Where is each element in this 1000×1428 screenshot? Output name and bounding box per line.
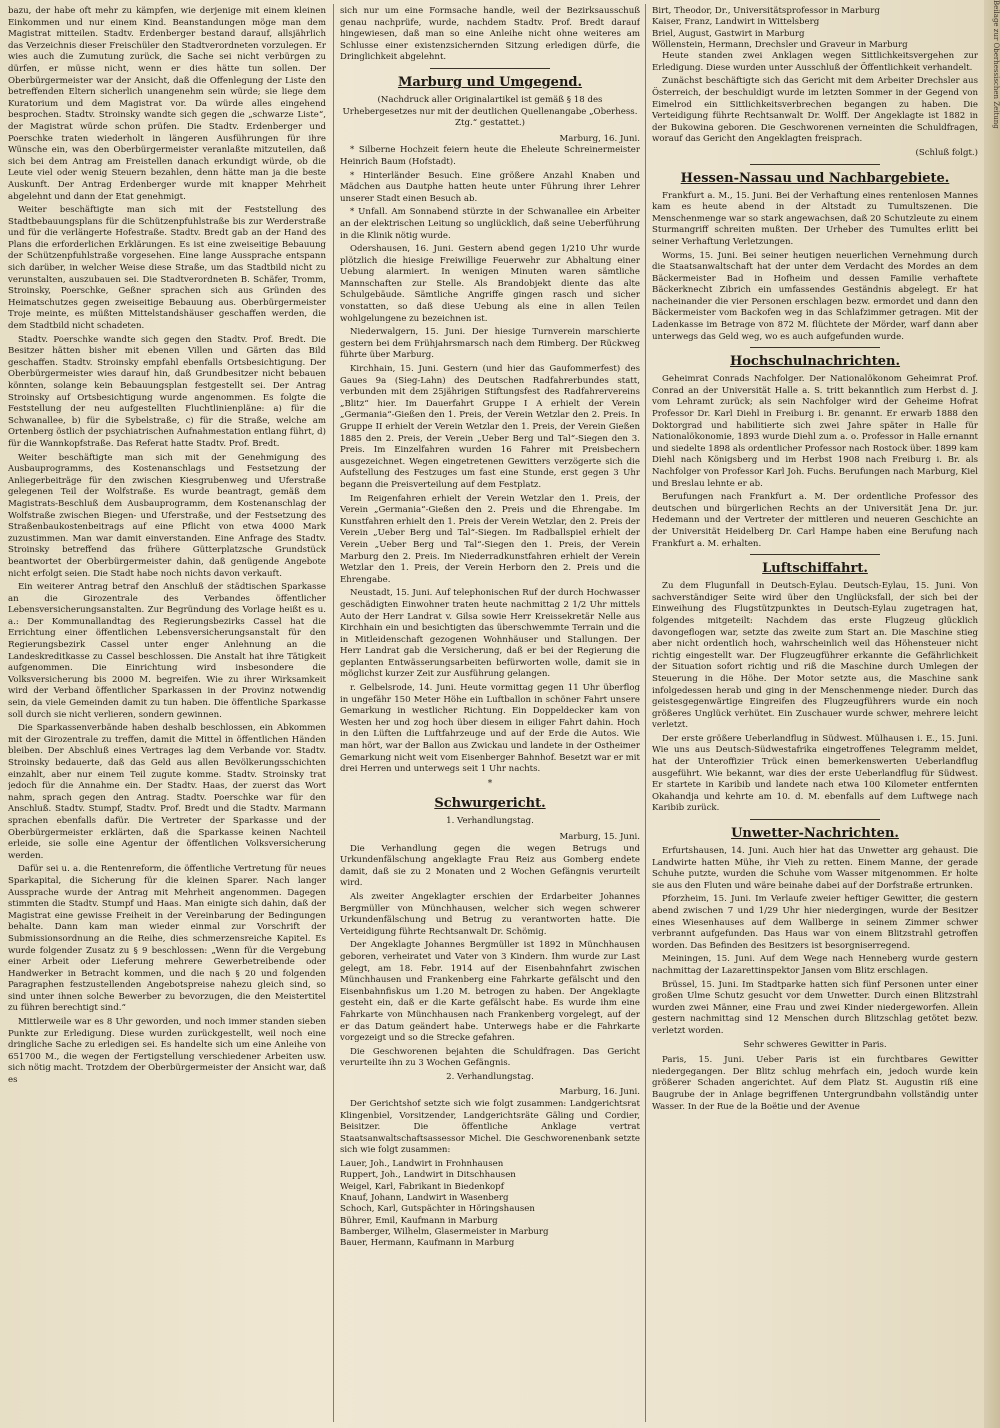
article-paragraph: Mittlerweile war es 8 Uhr geworden, und noch immer standen sieben Punkte zur Erledigung. Diese wurden zurückgestellt, weil noch eine dringliche Sache zu erledigen sei. Es handelte sich um eine Anleihe von 651700 M., die wegen der Fertigstellung verschiedener Arbeiten usw. sich nötig macht. Trotzdem der Oberbürgermeister der Ansicht war, daß es — [8, 1017, 326, 1086]
article-paragraph: Die Sparkassenverbände haben deshalb beschlossen, ein Abkommen mit der Girozentrale zu treffen, damit die Mittel in öffentlichen Händen bleiben. Der Abschluß eines Vertrages lag dem Verbande vor. Stadtv. Stroinsky bedauerte, daß das Geld aus allen Bevölkerungsschichten einzahlt, aber nur einem Teil zugute komme. Stadtv. Stroinsky trat jedoch für die Annahme ein. Der Stadtv. Haas, der zuerst das Wort nahm, sprach gegen den Antrag. Stadtv. Poerschke war für den Anschluß. Stadtv. Stumpf, Stadtv. Prof. Bredt und die Stadtv. Marmann sprachen ebenfalls dafür. Die Vertreter der Sparkasse und der Oberbürgermeister erklärten, daß die Sparkasse keinen Nachteil erleide, sie solle eine Agentur der öffentlichen Volksversicherung werden. — [8, 723, 326, 861]
section-divider — [430, 68, 550, 69]
news-item: * Hinterländer Besuch. Eine größere Anzahl Knaben und Mädchen aus Dautphe hatten heute unter Führung ihrer Lehrer unserer Stadt einen Besuch ab. — [340, 170, 640, 204]
column-divider — [645, 4, 646, 1422]
news-item: Zu dem Flugunfall in Deutsch-Eylau. Deutsch-Eylau, 15. Juni. Von sachverständiger Seite wird über den Unglücksfall, der sich bei der Einweihung des Flugstützpunktes in Deutsch-Eylau zugetragen hat, folgendes mitgeteilt: Nachdem das erste Flugzeug glücklich davongeflogen war, setzte das zweite zum Start an. Die Maschine stieg aber nicht ordentlich hoch, wahrscheinlich weil das Höhensteuer nicht richtig eingestellt war. Der Flugzeugführer erkannte die Gefährlichkeit der Situation sofort richtig und riß die Maschine durch Umlegen der Steuerung in die Höhe. Der Motor setzte aus, die Maschine sank infolgedessen herab und ging in der Menschenmenge nieder. Durch das geistesgegenwärtige Eingreifen des Flugzeugführers wurde ein noch größeres Unglück verhütet. Ein Zuschauer wurde schwer, mehrere leicht verletzt. — [652, 581, 978, 731]
article-paragraph: bazu, der habe oft mehr zu kämpfen, wie derjenige mit einem kleinen Einkommen und nur einem Kind. Beanstandungen möge man dem Magistrat mitteilen. Stadtv. Erdenberger bestand darauf, allsjährlich das Verzeichnis dieser Freischüler den Stadtverordneten vorzulegen. Er wies auch die Zumutung zurück, die Sache sei nicht verbürgen zu dürfen, er müsse nicht, wenn er dies hätte tun sollen. Der Oberbürgermeister war der Ansicht, daß die Offenlegung der Liste den betreffenden Eltern sicherlich unangenehm sein würde; sie liege dem Kuratorium und dem Magistrat vor. Da würde alles eingehend besprochen. Stadtv. Stroinsky wandte sich gegen die „schwarze Liste“, der Magistrat würde schon prüfen. Die Stadtv. Erdenberger und Poerschke traten wiederholt in längeren Ausführungen für ihre Wünsche ein, was den Oberbürgermeister veranlaßte mitzuteilen, daß sich bei dem Antrag am Freistellen danach erkundigt würde, ob die Leute viel oder wenig Steuern bezahlen, denn hätte man ja die beste Auskunft. Der Antrag Erdenberger wurde mit knapper Mehrheit abgelehnt und dann der Etat genehmigt. — [8, 6, 326, 202]
juror-entry: Bamberger, Wilhelm, Glasermeister in Marburg — [340, 1226, 549, 1237]
news-item: Meiningen, 15. Juni. Auf dem Wege nach Henneberg wurde gestern nachmittag der Lazarettinspektor Jansen vom Blitz erschlagen. — [652, 954, 978, 976]
court-paragraph: Die Verhandlung gegen die wegen Betrugs und Urkundenfälschung angeklagte Frau Reiz aus Gomberg endete damit, daß sie zu 2 Monaten und 2 Wochen Gefängnis verurteilt wird. — [340, 843, 640, 889]
article-paragraph: Weiter beschäftigte man sich mit der Genehmigung des Ausbauprogramms, des Kostenanschlags und Festsetzung der Anliegerbeiträge für den zwischen Kiesgrubenweg und Uferstraße gelegenen Teil der Wolfstraße. Es wurde beantragt, gemäß dem Magistrats-Beschluß dem Ausbauprogramm, dem Kostenanschlag der Wolfstraße zwischen Biegen- und Uferstraße, und der Festsetzung des Straßenbaukostenbeitrags auf eine Pflicht von etwa 4000 Mark zuzustimmen. Man war damit einverstanden. Eine Anfrage des Stadtv. Stroinsky betreffend das frühere Gütterplatzsche Grundstück beantwortet der Oberbürgermeister dahin, daß genügende Angebote nicht erfolgt seien. Die Stadt habe noch nichts davon verkauft. — [8, 452, 326, 579]
court-paragraph: Der Gerichtshof setzte sich wie folgt zusammen: Landgerichtsrat Klingenbiel, Vorsitzender, Landgerichtsräte Gäling und Cordier, Beisitzer. Die öffentliche Anklage vertrat Staatsanwaltschaftsassessor Michel. Die Geschworenenbank setzte sich wie folgt zusammen: — [340, 1099, 640, 1156]
column-2 — [340, 6, 640, 1422]
news-item: * Silberne Hochzeit feiern heute die Eheleute Schreinermeister Heinrich Baum (Hofstadt). — [340, 145, 640, 167]
news-item: Paris, 15. Juni. Ueber Paris ist ein furchtbares Gewitter niedergegangen. Der Blitz schlug mehrfach ein, jedoch wurde kein größerer Schaden angerichtet. Auf dem Platz St. Augustin riß eine Baugrube der in Anlage begriffenen Untergrundbahn vollständig unter Wasser. In der Rue de la Boëtie und der Avenue — [652, 1055, 978, 1112]
separator-star: * — [487, 778, 493, 789]
juror-entry: Briel, August, Gastwirt in Marburg — [652, 28, 805, 39]
news-item: Berufungen nach Frankfurt a. M. Der ordentliche Professor des deutschen und bürgerlichen Rechts an der Universität Jena Dr. jur. Hedemann und der Vertreter der mittleren und neueren Geschichte an der Universität Heidelberg Dr. Carl Hampe haben eine Berufung nach Frankfurt a. M. erhalten. — [652, 492, 978, 549]
news-item: Frankfurt a. M., 15. Juni. Bei der Verhaftung eines rentenlosen Mannes kam es heute abend in der Altstadt zu Tumultszenen. Die Menschenmenge war so stark angewachsen, daß 20 Schutzleute zu einem Sturmangriff schreiten mußten. Der Urheber des Tumultes erlitt bei seiner Verhaftung Verletzungen. — [652, 190, 978, 247]
edge-text: Beilage zur Oberhessischen Zeitung — [992, 0, 1000, 129]
column-3 — [652, 6, 978, 1422]
article-paragraph: Ein weiterer Antrag betraf den Anschluß der städtischen Sparkasse an die Girozentrale des Verbandes öffentlicher Lebensversicherungsanstalten. Zur Begründung des Vorlage heißt es u. a.: Der Kommunallandtag des Regierungsbezirks Cassel hat die Errichtung einer öffentlichen Lebensversicherungsanstalt für den Regierungsbezirk Cassel unter enger Anlehnung an die Landeskreditkasse zu Cassel beschlossen. Die Anstalt hat ihre Tätigkeit aufgenommen. Die Einrichtung wird insbesondere die Volksversicherung bis 2000 M. begreifen. Wie zu ihrer Wirksamkeit wird der Verband öffentlicher Sparkassen in der Provinz notwendig sein, da viele Gemeinden damit zu tun haben. Die öffentliche Sparkasse soll durch sie nicht verlieren, sondern gewinnen. — [8, 582, 326, 720]
section-heading-hochschul: Hochschulnachrichten. — [729, 354, 901, 370]
news-item: r. Gelbelsrode, 14. Juni. Heute vormittag gegen 11 Uhr überflog in ungefähr 150 Meter Höhe ein Luftballon in schöner Fahrt unsere Gemarkung in westlicher Richtung. Ein Doppeldecker kam von Westen her und zog hoch über diesem in eiliger Fahrt dahin. Hoch in den Lüften die Luftfahrzeuge und auf der Erde die Autos. Wie man hört, war der Ballon aus Zwickau und landete in der Ostheimer Gemarkung nicht weit vom Eisenberger Bahnhof. Besetzt war er mit drei Herren und unterwegs seit 1 Uhr nachts. — [340, 683, 640, 775]
juror-entry: Knauf, Johann, Landwirt in Wasenberg — [340, 1192, 509, 1203]
court-paragraph: Der Angeklagte Johannes Bergmüller ist 1892 in Münchhausen geboren, verheiratet und Vater von 3 Kindern. Ihm wurde zur Last gelegt, am 18. Febr. 1914 auf der Eisenbahnfahrt zwischen Münchhausen und Frankenberg eine Fahrkarte gefälscht und den Eisenbahnfiskus um 1.20 M. betrogen zu haben. Der Angeklagte gesteht ein, daß er die Karte gefälscht habe. Es wurde ihm eine Fahrkarte von Münchhausen nach Frankenberg vorgelegt, auf der er das Datum geändert habe. Unterwegs habe er die Fahrkarte vorgezeigt und so die Strecke gefahren. — [340, 940, 640, 1044]
column-1 — [8, 6, 326, 1422]
news-item: * Unfall. Am Sonnabend stürzte in der Schwanallee ein Arbeiter an der elektrischen Leitung so unglücklich, daß seine Ueberführung in die Klinik nötig wurde. — [340, 207, 640, 241]
reprint-note: (Nachdruck aller Originalartikel ist gemäß § 18 des Urhebergesetzes nur mit der deutlichen Quellenangabe „Oberhess. Ztg.“ gestattet.) — [342, 94, 638, 129]
section-heading-hessen: Hessen-Nassau und Nachbargebiete. — [680, 170, 950, 186]
dateline: Marburg, 15. Juni. — [559, 832, 640, 842]
section-divider — [750, 819, 880, 820]
juror-entry: Wöllenstein, Hermann, Drechsler und Graveur in Marburg — [652, 39, 908, 50]
dateline: Marburg, 16. Juni. — [559, 133, 640, 144]
news-item: Niederwalgern, 15. Juni. Der hiesige Turnverein marschierte gestern bei dem Frühjahrsmarsch nach dem Rimberg. Der Rückweg führte über Marburg. — [340, 327, 640, 361]
juror-entry: Bührer, Emil, Kaufmann in Marburg — [340, 1215, 498, 1226]
dateline: Marburg, 16. Juni. — [559, 1087, 640, 1098]
juror-entry: Birt, Theodor, Dr., Universitätsprofessor in Marburg — [652, 6, 880, 16]
section-heading-unwetter: Unwetter-Nachrichten. — [731, 826, 899, 842]
court-paragraph: Heute standen zwei Anklagen wegen Sittlichkeitsvergehen zur Erledigung. Diese wurden unter Ausschluß der Öffentlichkeit verhandelt. — [652, 51, 978, 73]
subheading: Sehr schweres Gewitter in Paris. — [743, 1039, 887, 1050]
section-heading-luft: Luftschiffahrt. — [762, 561, 868, 577]
news-item: Kirchhain, 15. Juni. Gestern (und hier das Gaufommerfest) des Gaues 9a (Sieg-Lahn) des Deutschen Radfahrerbundes statt, verbunden mit dem 25jährigen Stiftungsfest des Radfahrervereins „Blitz“ hier. Im Dauerfahrt Gruppe I A erhielt der Verein „Germania“-Gießen den 1. Preis, der Verein Wetzlar den 2. Preis. In Gruppe II erhielt der Verein Wetzlar den 1. Preis, der Verein Gießen 1885 den 2. Preis, der Verein „Ueber Berg und Tal“-Siegen den 3. Preis. Im Einzelfahren wurden 16 Fahrer mit Preisbechern ausgezeichnet. Wegen eingetretenen Gewitters verzögerte sich die Aufstellung des Festzuges um fast eine Stunde, erst gegen 3 Uhr begann die Preisverteilung auf dem Festplatz. — [340, 364, 640, 490]
section-divider — [750, 554, 880, 555]
juror-entry: Bauer, Hermann, Kaufmann in Marburg — [340, 1238, 515, 1249]
article-paragraph: sich nur um eine Formsache handle, weil der Bezirksausschuß genau nachprüfe, wurde, nachdem Stadtv. Prof. Bredt darauf hingewiesen, daß man so eine Anleihe nicht ohne weiteres am Schlusse einer existenzsichernden Sitzung erledigen dürfe, die Dringlichkeit abgelehnt. — [340, 6, 640, 63]
column-divider — [333, 4, 334, 1422]
court-paragraph: Die Geschworenen bejahten die Schuldfragen. Das Gericht verurteilte ihn zu 3 Wochen Gefängnis. — [340, 1046, 640, 1069]
continued-note: (Schluß folgt.) — [915, 147, 978, 158]
section-divider — [750, 347, 880, 348]
juror-entry: Kaiser, Franz, Landwirt in Wittelsberg — [652, 17, 820, 28]
adjacent-page-edge — [984, 0, 1000, 1428]
section-heading-umgegend: Marburg und Umgegend. — [397, 74, 583, 90]
news-item: Neustadt, 15. Juni. Auf telephonischen Ruf der durch Hochwasser geschädigten Einwohner traten heute nachmittag 2 1/2 Uhr mittels Auto der Herr Landrat v. Gilsa sowie Herr Kreissekretär Nelle aus Kirchhain ein und besichtigten das überschwemmte Terrain und die in Mitleidenschaft gezogenen Wohnhäuser und Stallungen. Der Herr Landrat gab die Versicherung, daß er bei der Regierung die geplanten Entwässerungsarbeiten befürworten wolle, damit sie in möglichst kurzer Zeit zur Ausführung gelangen. — [340, 588, 640, 680]
news-item: Im Reigenfahren erhielt der Verein Wetzlar den 1. Preis, der Verein „Germania“-Gießen den 2. Preis und die Ehrengabe. Im Kunstfahren erhielt den 1. Preis der Verein Wetzlar, den 2. Preis der Verein „Ueber Berg und Tal“-Siegen. Im Radballspiel erhielt der Verein „Ueber Berg und Tal“-Siegen den 1. Preis, der Verein Marburg den 2. Preis. Im Niederradkunstfahren erhielt der Verein Wetzlar den 1. Preis, der Verein Herborn den 2. Preis und die Ehrengabe. — [340, 493, 640, 585]
news-item: Odershausen, 16. Juni. Gestern abend gegen 1/210 Uhr wurde plötzlich die hiesige Freiwillige Feuerwehr zur Abhaltung einer Uebung alarmiert. In wenigen Minuten waren sämtliche Mannschaften zur Stelle. Als Brandobjekt diente das alte Schulgebäude. Sämtliche Angriffe gingen rasch und sicher vonstatten, so daß diese Uebung als eine in allen Teilen wohlgelungene zu bezeichnen ist. — [340, 244, 640, 324]
section-heading-court: Schwurgericht. — [434, 796, 546, 812]
juror-entry: Lauer, Joh., Landwirt in Frohnhausen — [340, 1159, 504, 1170]
juror-entry: Ruppert, Joh., Landwirt in Ditschhausen — [340, 1170, 516, 1181]
court-paragraph: Als zweiter Angeklagter erschien der Erdarbeiter Johannes Bergmüller von Münchhausen, welcher sich wegen schwerer Urkundenfälschung und Betrug zu verantworten hatte. Die Verteidigung führte Rechtsanwalt Dr. Schömig. — [340, 891, 640, 937]
news-item: Pforzheim, 15. Juni. Im Verlaufe zweier heftiger Gewitter, die gestern abend zwischen 7 und 1/29 Uhr hier niedergingen, wurde der Besitzer eines Wiesenhauses auf dem Wallberge in seinem Zimmer schwer verbrannt aufgefunden. Das Haus war von einem Blitzstrahl getroffen worden. Das Befinden des Besitzers ist besorgniserregend. — [652, 894, 978, 951]
juror-entry: Weigel, Karl, Fabrikant in Biedenkopf — [340, 1181, 504, 1192]
court-paragraph: Zunächst beschäftigte sich das Gericht mit dem Arbeiter Drechsler aus Österreich, der beschuldigt wurde im letzten Sommer in der Gegend von Eimelrod ein Sittlichkeitsverbrechen begangen zu haben. Die Verteidigung führte Rechtsanwalt Dr. Wolff. Der Angeklagte ist 1882 in der Bukowina geboren. Die Geschworenen verneinten die Schuldfragen, worauf das Gericht den Angeklagten freisprach. — [652, 76, 978, 145]
news-item: Erfurtshausen, 14. Juni. Auch hier hat das Unwetter arg gehaust. Die Landwirte hatten Mühe, ihr Vieh zu retten. Einem Manne, der gerade Schuhe putzte, wurden die Schuhe vom Wasser mitgenommen. Er holte sie aus den Fluten und wäre beinahe dabei auf der Dorfstraße ertrunken. — [652, 846, 978, 891]
news-item: Geheimrat Conrads Nachfolger. Der Nationalökonom Geheimrat Prof. Conrad an der Universität Halle a. S. tritt bekanntlich zum Herbst d. J. vom Lehramt zurück; als sein Nachfolger wird der Geheime Hofrat Professor Dr. Karl Diehl in Freiburg i. Br. genannt. Er erwarb 1888 den Doktorgrad und habilitierte sich zwei Jahre später in Halle für Nationalökonomie, 1893 wurde Diehl zum a. o. Professor in Halle ernannt und siedelte 1898 als ordentlicher Professor nach Rostock über. 1899 kam Diehl nach Königsberg und im Herbst 1908 nach Freiburg i. Br. als Nachfolger von Professor Karl Joh. Fuchs. Berufungen nach Marburg, Kiel und Breslau lehnte er ab. — [652, 374, 978, 489]
article-paragraph: Dafür sei u. a. die Rentenreform, die öffentliche Vertretung für neues Sparkapital, die Sicherung für die kleinen Sparer. Nach langer Aussprache wurde der Antrag mit Mehrheit angenommen. Dagegen stimmten die Stadtv. Stumpf und Haas. Man einigte sich dahin, daß der Magistrat eine gewisse Freiheit in der Vereinbarung der Bedingungen behalte. Dann kam man wieder einmal zur Vorschrift der Submissionsordnung an die Reihe, dies schmerzensreiche Kapitel. Es wurde folgender Zusatz zu § 9 beschlossen: „Wenn für die Vergebung einer Arbeit oder Lieferung mehrere Gewerbetreibende oder Handwerker in Betracht kommen, und die nach § 20 und folgenden Paragraphen festzustellenden Angebotspreise nahezu gleich sind, so sind unter ihnen solche Bewerber zu bevorzugen, die den Meistertitel zu führen berechtigt sind.“ — [8, 864, 326, 1014]
article-paragraph: Weiter beschäftigte man sich mit der Feststellung des Stadtbebauungsplans für die Schützenpfuhlstraße bis zur Werderstraße und für die verlängerte Hofestraße. Stadtv. Bredt gab an der Hand des Plans die erforderlichen Erklärungen. Es ist eine zweiseitige Bebauung der Schützenpfuhlstraße vorgesehen. Eine lange Aussprache entspann sich darüber, in welcher Weise diese Straße, um das Stadtbild nicht zu verunstalten, auszubauen sei. Die Stadtverordneten B. Schäfer, Tromm, Stroinsky, Poerschke, Geßner sprachen sich aus Gründen des Heimatschutzes gegen zweiseitige Bebauung aus. Oberbürgermeister Troje meinte, es müßten Mittelstandshäuser geschaffen werden, die dem Stadtbild nicht schadeten. — [8, 205, 326, 332]
news-item: Worms, 15. Juni. Bei seiner heutigen neuerlichen Vernehmung durch die Staatsanwaltschaft hat der unter dem Verdacht des Mordes an dem Bäckermeister Bad in Hofheim und dessen Familie verhaftete Bäckerknecht Zibrich ein umfassendes Geständnis abgelegt. Er hat nacheinander die vier Personen erschlagen bezw. ermordet und dann den Bäckermeister vom Backofen weg in das Schlafzimmer getragen. Mit der Ladenkasse im Betrage von 872 M. flüchtete der Mörder, warf dann aber unterwegs das Geld weg, wo es auch aufgefunden wurde. — [652, 250, 978, 342]
news-item: Brüssel, 15. Juni. Im Stadtparke hatten sich fünf Personen unter einer großen Ulme Schutz gesucht vor dem Unwetter. Durch einen Blitzstrahl wurden zwei Männer, eine Frau und zwei Kinder niedergeworfen. Allein gestern nachmittag sind 12 Menschen durch Blitzschlag getötet bezw. verletzt worden. — [652, 979, 978, 1036]
article-paragraph: Stadtv. Poerschke wandte sich gegen den Stadtv. Prof. Bredt. Die Besitzer hätten bisher mit ebenen Villen und Gärten das Bild geschaffen. Stadtv. Stroinsky empfahl ebenfalls Ortsbesichtigung. Der Oberbürgermeister wies darauf hin, daß Grundbesitzer nicht bebauen könnten, solange kein Bebauungsplan festgestellt sei. Der Antrag Stroinsky auf Ortsbesichtigung wurde angenommen. Es folgte die Feststellung der neu aufgestellten Fluchtlinienpläne: a) für die Schwanallee, b) für die Sybelstraße, c) für die Straße, welche am Ortenberg östlich der psychiatrischen Aufnahmestation entlang führt, d) für die Wannkopfstraße. Das Referat hatte Stadtv. Prof. Bredt. — [8, 334, 326, 449]
juror-entry: Schoch, Karl, Gutspächter in Höringshausen — [340, 1204, 535, 1215]
court-day-label: 2. Verhandlungstag. — [446, 1071, 534, 1082]
news-item: Der erste größere Ueberlandflug in Südwest. Mülhausen i. E., 15. Juni. Wie uns aus Deutsch-Südwestafrika eingetroffenes Telegramm meldet, hat der Unteroffizier Trück einen bemerkenswerten Ueberlandflug ausgeführt. Wie bekannt, war dies der erste Ueberlandflug für Südwest. Er startete in Karibib und landete nach etwa 100 Kilometer entfernten Okahandja und kehrte am 10. d. M. ebenfalls auf dem Luftwege nach Karibib zurück. — [652, 733, 978, 814]
court-day-label: 1. Verhandlungstag. — [446, 816, 534, 827]
section-divider — [750, 164, 880, 165]
